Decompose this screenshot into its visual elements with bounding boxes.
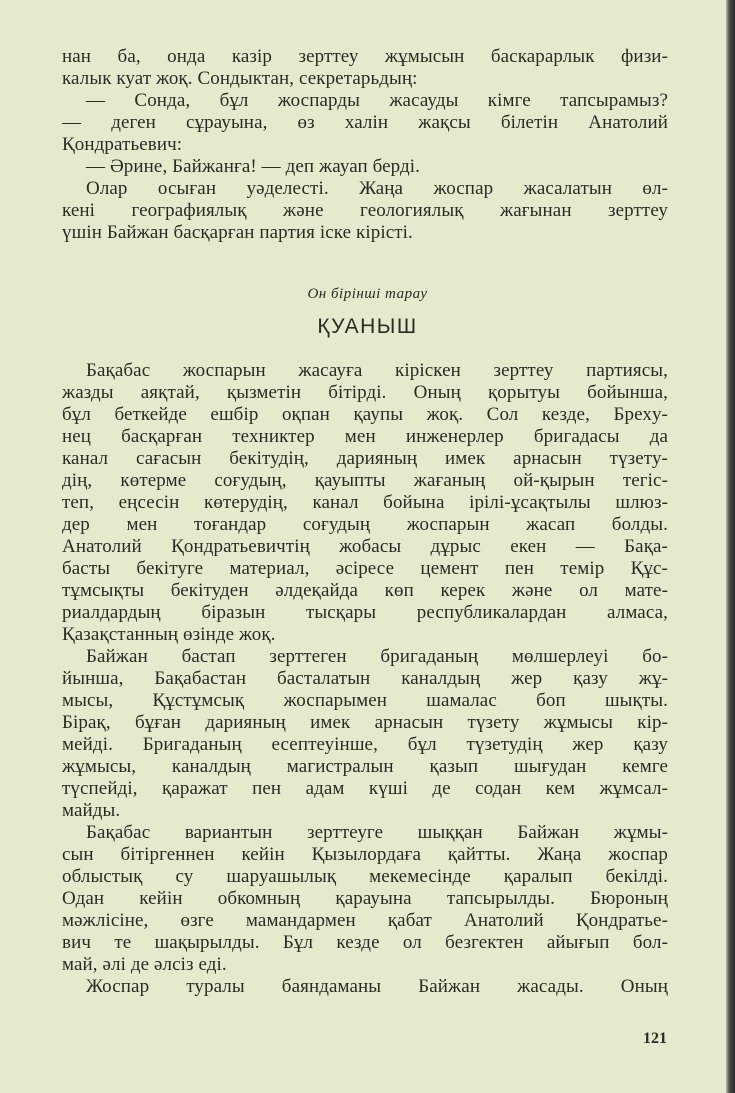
continued-paragraphs (62, 46, 668, 244)
text-line: Бірақ, бұған дарияның имек арнасын түзету жұмысы кір- (62, 712, 668, 733)
page-number: 121 (643, 1030, 667, 1047)
text-line: Қазақстанның өзінде жоқ. (62, 624, 276, 645)
text-line: Байжан бастап зерттеген бригаданың мөлшерлеуі бо- (86, 646, 668, 667)
text-line: Олар осыған уәделесті. Жаңа жоспар жасалатын өл- (86, 178, 668, 199)
text-line: теп, еңсесін көтерудің, канал бойына ірілі-ұсақтылы шлюз- (62, 492, 668, 513)
text-line: түспейді, қаражат пен адам күші де содан кем жұмсал- (62, 778, 668, 799)
page-edge-shadow (726, 0, 735, 1093)
text-line: үшін Байжан басқарған партия іске кірісті. (62, 222, 413, 243)
text-line: риалдардың біразын тысқары республикалардан алмаса, (62, 602, 668, 623)
text-line: жазды аяқтай, қызметін бітірді. Оның қорытуы бойынша, (62, 382, 668, 403)
text-line: нан ба, онда казір зерттеу жұмысын баскарарлык физи- (62, 46, 668, 67)
text-line: майды. (62, 800, 121, 821)
text-line: Одан кейін обкомның қарауына тапсырылды. Бюроның (62, 888, 668, 909)
text-line: канал сағасын бекітудің, дарияның имек арнасын түзету- (62, 448, 668, 469)
text-line: Анатолий Қондратьевичтің жобасы дұрыс екен — Бақа- (62, 536, 668, 557)
text-line: нец басқарған техниктер мен инженерлер бригадасы да (62, 426, 668, 447)
text-line: калык куат жоқ. Сондыктан, секретарьдың: (62, 68, 418, 89)
text-line: басты бекітуге материал, әсіресе цемент пен темір Құс- (62, 558, 668, 579)
text-line: жұмысы, каналдың магистралын қазып шығудан кемге (62, 756, 668, 777)
text-line: бұл беткейде ешбір оқпан қаупы жоқ. Сол кезде, Брехy- (62, 404, 668, 425)
chapter-body (62, 360, 668, 998)
text-line: дер мен тоғандар соғудың жоспарын жасап болды. (62, 514, 668, 535)
text-line: мейді. Бригаданың есептеуінше, бұл түзетудің жер қазу (62, 734, 668, 755)
text-line: — Сонда, бұл жоспарды жасауды кімге тапсырамыз? (86, 90, 668, 111)
text-line: мысы, Құстұмсық жоспарымен шамалас боп шықты. (62, 690, 668, 711)
text-line: мәжлісіне, өзге мамандармен қабат Анатолий Қондратье- (62, 910, 668, 931)
text-line: Жоспар туралы баяндаманы Байжан жасады. Оның (86, 976, 668, 997)
chapter-title: ҚУАНЫШ (317, 315, 418, 338)
text-line: тұмсықты бекітуден әлдеқайда көп керек және ол мате- (62, 580, 668, 601)
text-line: облыстық су шаруашылық мекемесінде қаралып бекілді. (62, 866, 668, 887)
text-line: вич те шақырылды. Бұл кезде ол безгектен айығып бол- (62, 932, 668, 953)
chapter-label: Он бірінші тарау (307, 286, 428, 302)
text-line: кені географиялық және геологиялық жағынан зерттеу (62, 200, 668, 221)
text-line: Бақабас вариантын зерттеуге шыққан Байжан жұмы- (86, 822, 668, 843)
text-line: сын бітіргеннен кейін Қызылордаға қайтты. Жаңа жоспар (62, 844, 668, 865)
text-line: Қондратьевич: (62, 134, 183, 155)
text-line: — Әрине, Байжанға! — деп жауап берді. (86, 156, 420, 177)
text-line: йынша, Бақабастан басталатын каналдың жер қазу жұ- (62, 668, 668, 689)
text-line: дің, көтерме соғудың, қауыпты жағаның ой-қырын тегіс- (62, 470, 668, 491)
text-line: май, әлі де әлсіз еді. (62, 954, 227, 975)
text-line: Бақабас жоспарын жасауға кіріскен зерттеу партиясы, (86, 360, 668, 381)
text-line: — деген сұрауына, өз халін жақсы білетін Анатолий (62, 112, 668, 133)
